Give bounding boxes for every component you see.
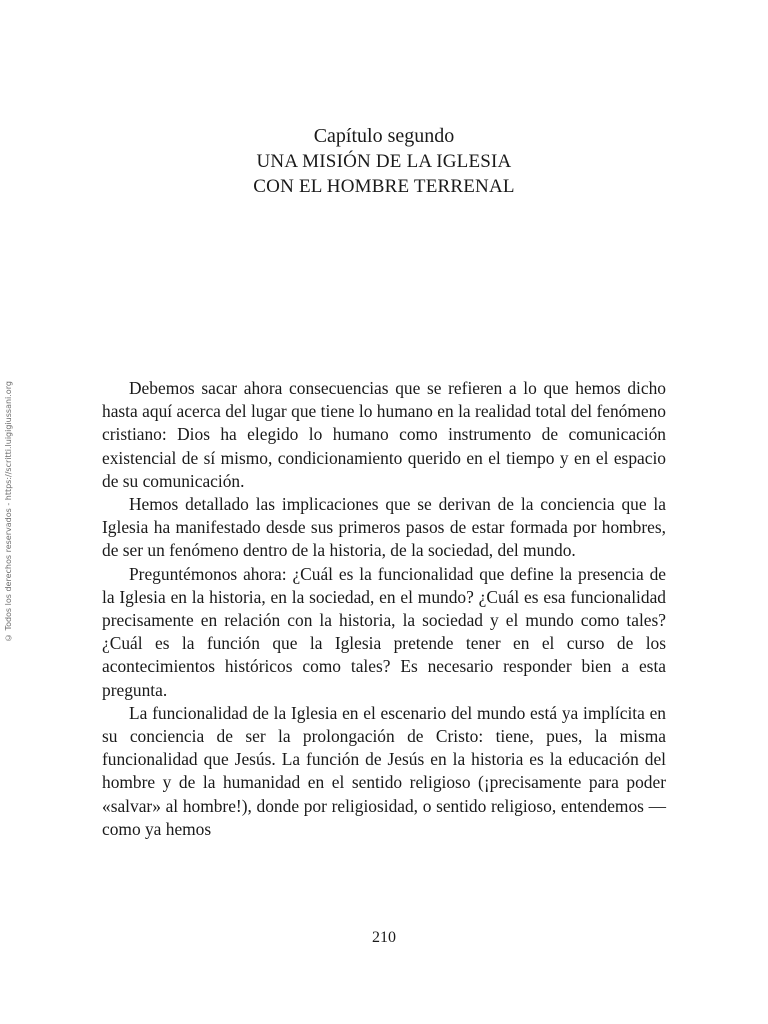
paragraph-1: Debemos sacar ahora consecuencias que se refieren a lo que hemos dicho hasta aquí acerca del lugar que tiene lo humano en la realidad total del fenómeno cristiano: Dios ha elegido lo humano como instrumento de comunicación existencial de sí mismo, condicionamiento querido en el tiempo y en el espacio de su comunicación. [102,378,666,491]
chapter-title-line-2: CON EL HOMBRE TERRENAL [253,176,515,197]
chapter-title-line-1: UNA MISIÓN DE LA IGLESIA [256,151,512,172]
body-text [102,377,666,841]
paragraph-3: Preguntémonos ahora: ¿Cuál es la funcionalidad que define la presencia de la Iglesia en la historia, en la sociedad, en el mundo? ¿Cuál es esa funcionalidad precisamente en relación con la historia, la sociedad y el mundo como tales? ¿Cuál es la función que la Iglesia pretende tener en el curso de los acontecimientos históricos como tales? Es necesario responder bien a esta pregunta. [102,563,666,700]
chapter-label: Capítulo segundo [313,125,455,147]
copyright-side-note: © Todos los derechos reservados - https://scritti.luigigiussani.org [4,381,13,642]
paragraph-2: Hemos detallado las implicaciones que se derivan de la conciencia que la Iglesia ha manifestado desde sus primeros pasos de estar formada por hombres, de ser un fenómeno dentro de la historia, de la sociedad, del mundo. [102,494,666,561]
page-number: 210 [372,929,396,946]
chapter-heading [100,124,668,199]
paragraph-4: La funcionalidad de la Iglesia en el escenario del mundo está ya implícita en su conciencia de ser la prolongación de Cristo: tiene, pues, la misma funcionalidad que Jesús. La función de Jesús en la historia es la educación del hombre y de la humanidad en el sentido religioso (¡precisamente para poder «salvar» al hombre!), donde por religiosidad, o sentido religioso, entendemos —como ya hemos [102,702,666,839]
